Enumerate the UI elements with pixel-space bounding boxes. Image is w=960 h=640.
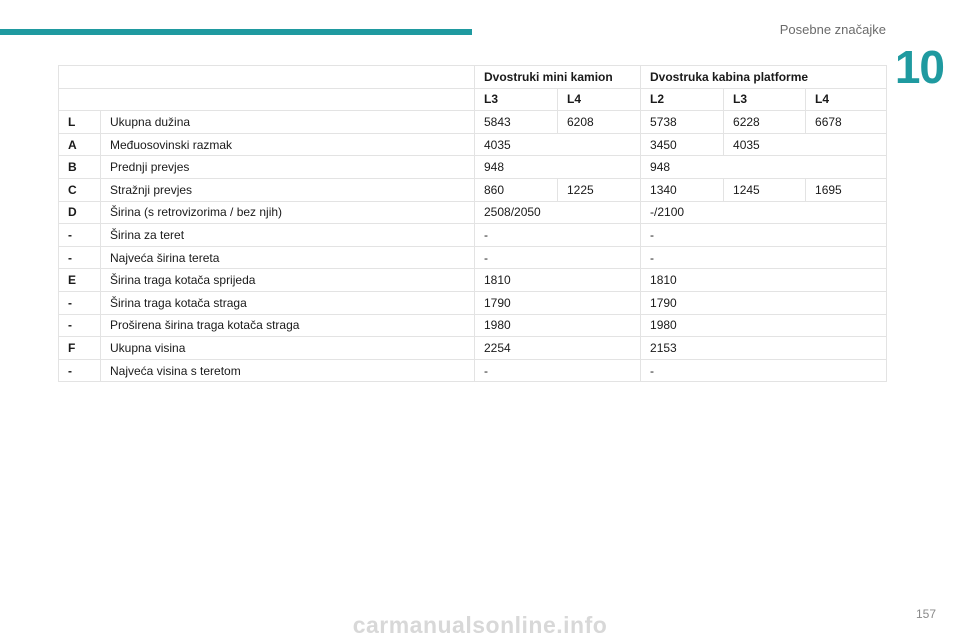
table-cell: 2508/2050 bbox=[475, 201, 641, 224]
row-code: - bbox=[59, 291, 101, 314]
table-cell: 1790 bbox=[641, 291, 887, 314]
table-cell: 2153 bbox=[641, 337, 887, 360]
table-cell: 2254 bbox=[475, 337, 641, 360]
table-header-cell: L4 bbox=[806, 88, 887, 111]
table-subheader-row bbox=[59, 88, 887, 111]
row-code: C bbox=[59, 178, 101, 201]
row-label: Širina traga kotača straga bbox=[101, 291, 475, 314]
table-cell: 4035 bbox=[724, 133, 887, 156]
dimensions-table bbox=[58, 65, 887, 382]
row-label: Stražnji prevjes bbox=[101, 178, 475, 201]
table-cell: 1810 bbox=[641, 269, 887, 292]
table-row bbox=[59, 224, 887, 247]
row-label: Širina traga kotača sprijeda bbox=[101, 269, 475, 292]
table-cell: 1980 bbox=[475, 314, 641, 337]
table-cell: 5738 bbox=[641, 111, 724, 134]
table-cell: 1810 bbox=[475, 269, 641, 292]
table-row bbox=[59, 337, 887, 360]
row-label: Međuosovinski razmak bbox=[101, 133, 475, 156]
table-cell: 5843 bbox=[475, 111, 558, 134]
table-cell: 860 bbox=[475, 178, 558, 201]
table-header-cell: L3 bbox=[724, 88, 806, 111]
table-row bbox=[59, 359, 887, 382]
row-code: E bbox=[59, 269, 101, 292]
chapter-number: 10 bbox=[894, 41, 944, 93]
row-label: Ukupna visina bbox=[101, 337, 475, 360]
table-cell: 1340 bbox=[641, 178, 724, 201]
table-cell: -/2100 bbox=[641, 201, 887, 224]
row-code: - bbox=[59, 246, 101, 269]
table-cell: 1980 bbox=[641, 314, 887, 337]
table-header-row bbox=[59, 66, 887, 89]
table-cell: 1225 bbox=[558, 178, 641, 201]
row-code: B bbox=[59, 156, 101, 179]
table-cell: 948 bbox=[475, 156, 641, 179]
table-cell: - bbox=[475, 359, 641, 382]
row-code: - bbox=[59, 359, 101, 382]
table-cell: 948 bbox=[641, 156, 887, 179]
table-cell: 6208 bbox=[558, 111, 641, 134]
row-code: F bbox=[59, 337, 101, 360]
row-label: Najveća širina tereta bbox=[101, 246, 475, 269]
table-cell: 1695 bbox=[806, 178, 887, 201]
row-code: D bbox=[59, 201, 101, 224]
table-header-cell: Dvostruki mini kamion bbox=[475, 66, 641, 89]
table-cell: - bbox=[641, 224, 887, 247]
table-header-cell: L3 bbox=[475, 88, 558, 111]
row-code: L bbox=[59, 111, 101, 134]
section-title: Posebne značajke bbox=[779, 22, 886, 37]
table-header-cell: L4 bbox=[558, 88, 641, 111]
table-header-cell: Dvostruka kabina platforme bbox=[641, 66, 887, 89]
row-label: Širina (s retrovizorima / bez njih) bbox=[101, 201, 475, 224]
accent-bar bbox=[0, 29, 472, 35]
table-cell: 1245 bbox=[724, 178, 806, 201]
table-header-empty-cell bbox=[59, 88, 475, 111]
table-cell: - bbox=[641, 246, 887, 269]
table-cell: 3450 bbox=[641, 133, 724, 156]
table-row bbox=[59, 246, 887, 269]
table-row bbox=[59, 269, 887, 292]
row-label: Širina za teret bbox=[101, 224, 475, 247]
table-cell: - bbox=[641, 359, 887, 382]
table-row bbox=[59, 201, 887, 224]
table-header-cell: L2 bbox=[641, 88, 724, 111]
table-row bbox=[59, 111, 887, 134]
table-row bbox=[59, 133, 887, 156]
table-cell: - bbox=[475, 246, 641, 269]
table-row bbox=[59, 291, 887, 314]
table-row bbox=[59, 178, 887, 201]
row-label: Proširena širina traga kotača straga bbox=[101, 314, 475, 337]
row-code: A bbox=[59, 133, 101, 156]
table-cell: 6228 bbox=[724, 111, 806, 134]
table-row bbox=[59, 156, 887, 179]
row-label: Ukupna dužina bbox=[101, 111, 475, 134]
table-cell: 6678 bbox=[806, 111, 887, 134]
page-number: 157 bbox=[915, 607, 936, 621]
row-label: Najveća visina s teretom bbox=[101, 359, 475, 382]
row-code: - bbox=[59, 314, 101, 337]
row-label: Prednji prevjes bbox=[101, 156, 475, 179]
table-cell: - bbox=[475, 224, 641, 247]
watermark: carmanualsonline.info bbox=[352, 612, 608, 638]
table-cell: 1790 bbox=[475, 291, 641, 314]
row-code: - bbox=[59, 224, 101, 247]
table-row bbox=[59, 314, 887, 337]
table-cell: 4035 bbox=[475, 133, 641, 156]
table-header-empty-cell bbox=[59, 66, 475, 89]
